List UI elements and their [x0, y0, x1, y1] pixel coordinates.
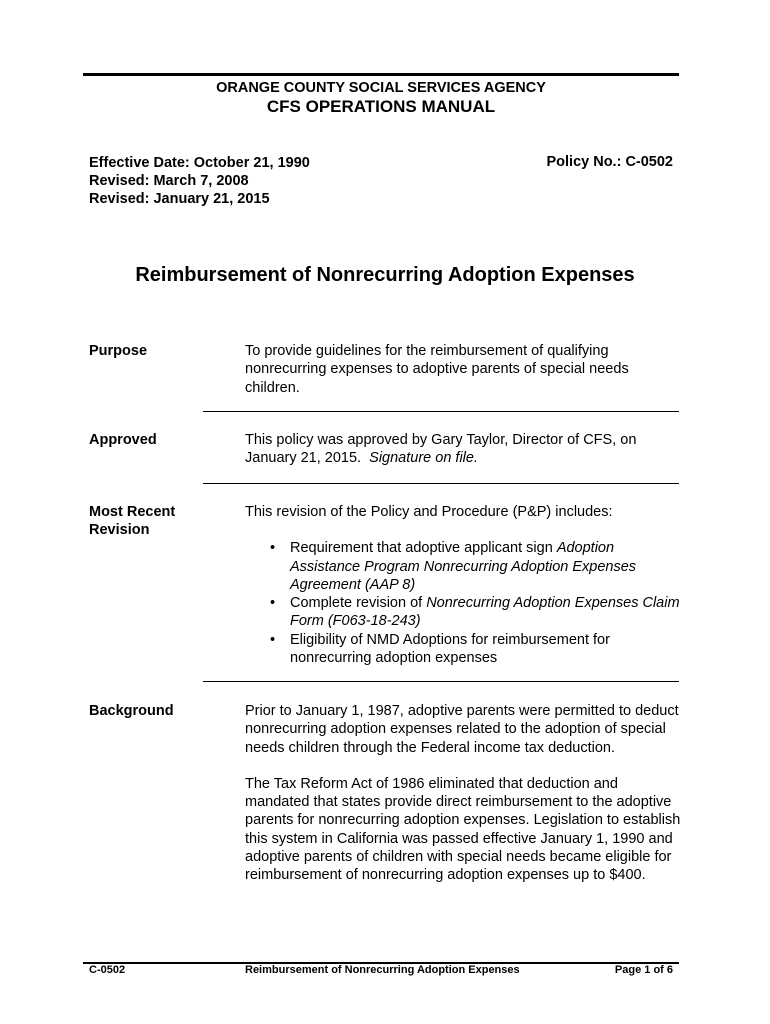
- purpose-text: To provide guidelines for the reimbursement of qualifying nonrecurring expenses to adoptive parents of special needs children.: [245, 343, 629, 396]
- footer-code: C-0502: [89, 964, 126, 976]
- revised-date-1: Revised: March 7, 2008: [89, 173, 249, 189]
- header-rule: [83, 73, 679, 76]
- background-label: Background: [89, 703, 174, 719]
- manual-title: CFS OPERATIONS MANUAL: [266, 97, 496, 116]
- section-divider: [203, 483, 679, 484]
- section-divider: [203, 411, 679, 412]
- page-number: Page 1 of 6: [614, 964, 673, 976]
- approved-text: This policy was approved by Gary Taylor, Director of CFS, on January 21, 2015. Signature on file.: [245, 432, 637, 467]
- section-divider: [203, 681, 679, 682]
- effective-date: Effective Date: October 21, 1990: [89, 155, 310, 171]
- purpose-label: Purpose: [89, 343, 148, 359]
- list-item: • Requirement that adoptive applicant sign Adoption Assistance Program Nonrecurring Adoption Expenses Agreement (AAP 8): [245, 539, 685, 594]
- agency-name: ORANGE COUNTY SOCIAL SERVICES AGENCY: [216, 80, 546, 96]
- page-title: Reimbursement of Nonrecurring Adoption Expenses: [135, 264, 635, 286]
- dates-block: [89, 154, 310, 208]
- background-text: Prior to January 1, 1987, adoptive parents were permitted to deduct nonrecurring adoption expenses related to the adoption of special needs children through the Federal income tax deduction. The Tax Reform Act of 1986 eliminated that deduction and mandated that states provide direct reimbursement to the adoptive parents for nonrecurring adoption expenses. Legislation to establish this system in California was passed effective January 1, 1990 and adoptive parents of children with special needs became eligible for reimbursement of nonrecurring adoption expenses up to $400.: [245, 703, 681, 884]
- list-item: • Eligibility of NMD Adoptions for reimbursement for nonrecurring adoption expenses: [245, 631, 685, 668]
- approved-label: Approved: [89, 432, 157, 448]
- revision-list: [245, 539, 685, 667]
- revised-date-2: Revised: January 21, 2015: [89, 191, 270, 207]
- list-item: • Complete revision of Nonrecurring Adoption Expenses Claim Form (F063-18-243): [245, 594, 685, 631]
- policy-number: Policy No.: C-0502: [546, 154, 673, 170]
- revision-text: This revision of the Policy and Procedure (P&P) includes: • Requirement that adoptive applicant sign Adoption Assistance Program Nonrecurring Adoption Expenses Agreement (AAP 8) • Complete revision of Nonrecurring Adoption Expenses Claim Form (F063-18-243) • Eligibility of NMD Adoptions for reimbursement for nonrecurring adoption expenses: [245, 503, 685, 667]
- revision-label: Most Recent Revision: [89, 504, 176, 538]
- footer-title: Reimbursement of Nonrecurring Adoption Expenses: [245, 964, 520, 976]
